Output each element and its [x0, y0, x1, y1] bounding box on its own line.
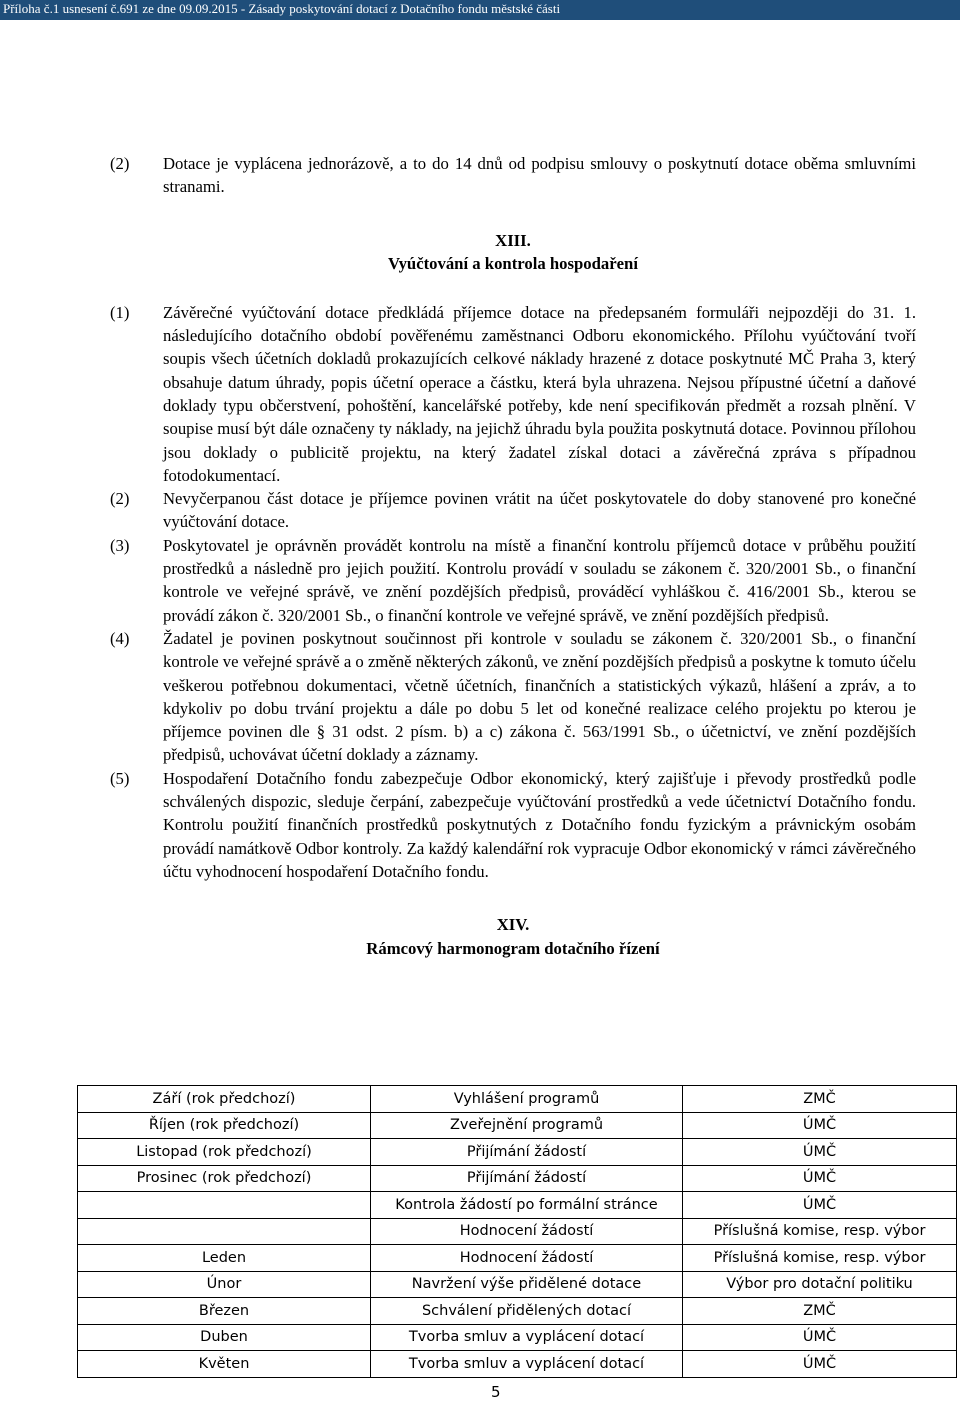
document-header-text: Příloha č.1 usnesení č.691 ze dne 09.09.2015 - Zásady poskytování dotací z Dotačního fondu městské části — [3, 1, 561, 16]
table-cell-period: Květen — [78, 1351, 371, 1378]
table-cell-period: Únor — [78, 1271, 371, 1298]
paragraph-number: (5) — [110, 768, 130, 788]
table-row — [78, 1271, 957, 1298]
table-cell-period: Březen — [78, 1298, 371, 1325]
table-row — [78, 1298, 957, 1325]
table-cell-responsible: ÚMČ — [683, 1351, 957, 1378]
table-cell-activity: Přijímání žádostí — [371, 1165, 683, 1192]
table-cell-responsible: ÚMČ — [683, 1192, 957, 1219]
paragraph-number: (2) — [110, 154, 130, 173]
table-cell-activity: Vyhlášení programů — [371, 1086, 683, 1113]
table-cell-activity: Navržení výše přidělené dotace — [371, 1271, 683, 1298]
schedule-table — [77, 1085, 957, 1378]
table-row — [78, 1218, 957, 1245]
table-row — [78, 1192, 957, 1219]
paragraph-text: Hospodaření Dotačního fondu zabezpečuje Odbor ekonomický, který zajišťuje i převody prostředků podle schválených dispozic, sleduje čerpání, zabezpečuje vyúčtování prostředků a vede účetnictví Dotačního fondu. Kontrolu použití finančních prostředků poskytnutých z Dotačního fondu fyzickým a právnickým osobám provádí namátkově Odbor kontroly. Za každý kalendářní rok vypracuje Odbor ekonomický v rámci závěrečného účtu vyhodnocení hospodaření Dotačního fondu. — [163, 768, 916, 881]
paragraph-text: Žadatel je povinen poskytnout součinnost při kontrole v souladu se zákonem č. 320/2001 Sb., o finanční kontrole ve veřejné správě a o změně některých zákonů, ve znění pozdějších předpisů a poskytne k tomuto účelu veškerou potřebnou dokumentaci, včetně účetních, finančních a statistických výkazů, hlášení a zpráv, a to kdykoliv po dobu trvání projektu a dále po dobu 5 let od konečné realizace celého projektu po kterou je příjemce povinen dle § 31 odst. 2 písm. b) a c) zákona č. 563/1991 Sb., o účetnictví, ve znění pozdějších předpisů, uchovávat účetní doklady a záznamy. — [163, 628, 916, 765]
intro-paragraph — [110, 152, 916, 199]
table-cell-period — [78, 1218, 371, 1245]
document-body — [110, 152, 916, 960]
section13-paragraph-5 — [110, 767, 916, 883]
table-cell-responsible: Výbor pro dotační politiku — [683, 1271, 957, 1298]
table-cell-period: Září (rok předchozí) — [78, 1086, 371, 1113]
table-row — [78, 1086, 957, 1113]
table-cell-period: Duben — [78, 1324, 371, 1351]
table-cell-activity: Tvorba smluv a vyplácení dotací — [371, 1351, 683, 1378]
table-row — [78, 1245, 957, 1272]
table-cell-activity: Hodnocení žádostí — [371, 1218, 683, 1245]
table-cell-period: Leden — [78, 1245, 371, 1272]
paragraph-number: (4) — [110, 628, 130, 648]
paragraph-number: (1) — [110, 302, 130, 322]
table-cell-responsible: ÚMČ — [683, 1112, 957, 1139]
section-number: XIII. — [495, 230, 531, 250]
section-title: Vyúčtování a kontrola hospodaření — [388, 254, 638, 274]
table-row — [78, 1165, 957, 1192]
table-row — [78, 1351, 957, 1378]
paragraph-number: (2) — [110, 489, 130, 509]
section-title: Rámcový harmonogram dotačního řízení — [366, 938, 660, 958]
page-number: 5 — [491, 1383, 501, 1401]
table-cell-responsible: ZMČ — [683, 1298, 957, 1325]
paragraph-text: Dotace je vyplácena jednorázově, a to do 14 dnů od podpisu smlouvy o poskytnutí dotace oběma smluvními stranami. — [163, 154, 916, 197]
table-row — [78, 1324, 957, 1351]
table-cell-activity: Přijímání žádostí — [371, 1139, 683, 1166]
paragraph-text: Závěrečné vyúčtování dotace předkládá příjemce dotace na předepsaném formuláři nejpozději do 31. 1. následujícího dotačního období pověřenému zaměstnanci Odboru ekonomického. Přílohu vyúčtování tvoří soupis všech účetních dokladů prokazujících celkové náklady hrazené z dotace poskytnuté MČ Praha 3, který obsahuje datum úhrady, popis účetní operace a částku, která byla uhrazena. Nejsou přípustné účetní a daňové doklady typu občerstvení, pohoštění, kancelářské potřeby, kde není specifikován předmět a rozsah plnění. V soupise musí být dále označeny ty náklady, na jejichž úhradu byla použita poskytnutá dotace. Povinnou přílohou jsou doklady o publicitě projektu, na který žadatel získal dotaci a závěrečná zpráva s případnou fotodokumentací. — [163, 302, 916, 485]
table-cell-period — [78, 1192, 371, 1219]
table-cell-activity: Tvorba smluv a vyplácení dotací — [371, 1324, 683, 1351]
table-cell-responsible: Příslušná komise, resp. výbor — [683, 1218, 957, 1245]
document-header-bar — [0, 0, 960, 20]
table-cell-period: Prosinec (rok předchozí) — [78, 1165, 371, 1192]
table-cell-period: Listopad (rok předchozí) — [78, 1139, 371, 1166]
table-cell-period: Říjen (rok předchozí) — [78, 1112, 371, 1139]
table-cell-responsible: Příslušná komise, resp. výbor — [683, 1245, 957, 1272]
table-cell-responsible: ÚMČ — [683, 1324, 957, 1351]
table-cell-activity: Zveřejnění programů — [371, 1112, 683, 1139]
section13-paragraph-2 — [110, 487, 916, 534]
table-cell-activity: Schválení přidělených dotací — [371, 1298, 683, 1325]
table-cell-activity: Hodnocení žádostí — [371, 1245, 683, 1272]
section13-paragraph-4 — [110, 627, 916, 767]
paragraph-number: (3) — [110, 535, 130, 555]
section-number: XIV. — [496, 915, 530, 935]
paragraph-text: Poskytovatel je oprávněn provádět kontrolu na místě a finanční kontrolu příjemců dotace v průběhu použití prostředků a následně pro jejich použití. Kontrolu provádí v souladu se zákonem č. 320/2001 Sb., o finanční kontrole ve veřejné správě, ve znění pozdějších předpisů, prováděcí vyhláškou č. 416/2001 Sb., kterou se provádí zákon č. 320/2001 Sb., o finanční kontrole ve veřejné správě, ve znění pozdějších předpisů. — [163, 535, 916, 625]
table-cell-responsible: ÚMČ — [683, 1165, 957, 1192]
table-row — [78, 1112, 957, 1139]
table-cell-responsible: ÚMČ — [683, 1139, 957, 1166]
section13-paragraph-3 — [110, 534, 916, 627]
paragraph-text: Nevyčerpanou část dotace je příjemce povinen vrátit na účet poskytovatele do doby stanovené pro konečné vyúčtování dotace. — [163, 489, 916, 532]
table-cell-activity: Kontrola žádostí po formální stránce — [371, 1192, 683, 1219]
table-row — [78, 1139, 957, 1166]
section13-paragraph-1 — [110, 301, 916, 487]
table-cell-responsible: ZMČ — [683, 1086, 957, 1113]
